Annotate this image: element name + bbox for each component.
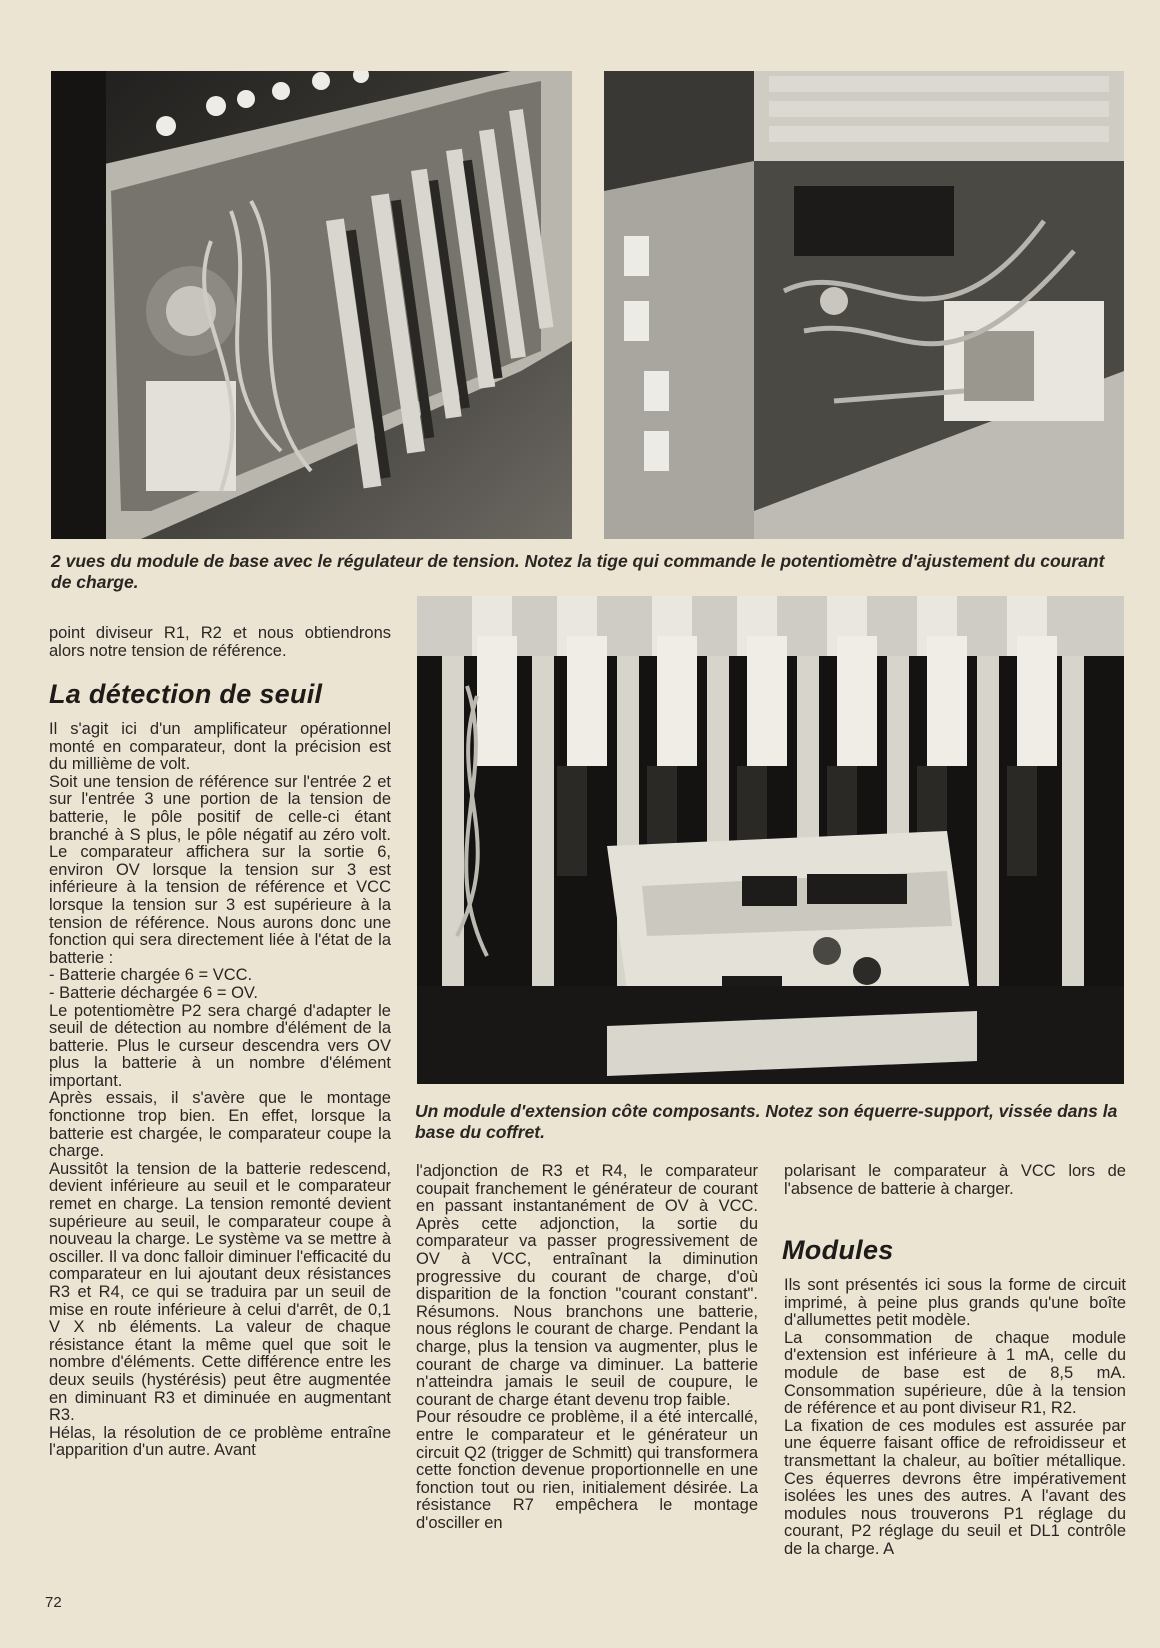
modules-paragraph: La fixation de ces modules est assurée par une équerre faisant office de refroidisseur et transmettant la chaleur, au boîtier métallique. Ces équerres devrons être impérativement isolées les unes des autres. A l'avant des modules nous trouverons P1 réglage du courant, P2 réglage du seuil et DL1 contrôle de la charge. A xyxy=(784,1416,1126,1558)
intro-paragraph: point diviseur R1, R2 et nous obtiendrons alors notre tension de référence. xyxy=(49,624,391,660)
photo-module-base-left xyxy=(51,71,572,539)
photo-module-base-right xyxy=(604,71,1124,539)
heading-detection-de-seuil: La détection de seuil xyxy=(49,679,323,709)
seuil-section-text xyxy=(49,721,391,1460)
modules-section-text xyxy=(784,1277,1126,1559)
column-3 xyxy=(784,1163,1126,1198)
caption-extension-module: Un module d'extension côte composants. Notez son équerre-support, vissée dans la base du coffret. xyxy=(415,1101,1118,1142)
seuil-paragraph: Le potentiomètre P2 sera chargé d'adapter le seuil de détection au nombre d'élément de la batterie. Plus le curseur descendra vers OV plus la batterie à un nombre d'élément important. xyxy=(49,1001,391,1090)
seuil-paragraph: Il s'agit ici d'un amplificateur opérationnel monté en comparateur, dont la précision est du millième de volt. xyxy=(49,720,391,774)
photo-extension-module xyxy=(417,596,1124,1084)
modules-paragraph: Ils sont présentés ici sous la forme de circuit imprimé, à peine plus grands qu'une boîte d'allumettes petit modèle. xyxy=(784,1276,1126,1330)
seuil-paragraph: Hélas, la résolution de ce problème entraîne l'apparition d'un autre. Avant xyxy=(49,1423,391,1460)
col3-intro-paragraph: polarisant le comparateur à VCC lors de l'absence de batterie à charger. xyxy=(784,1162,1126,1198)
col2-paragraph: Pour résoudre ce problème, il a été intercallé, entre le comparateur et le générateur un circuit Q2 (trigger de Schmitt) qui transformera cette fonction devenue proportionnelle en une fonction tout ou rien, initialement désirée. La résistance R7 empêchera le montage d'osciller en xyxy=(416,1408,758,1532)
modules-paragraph: La consommation de chaque module d'extension est inférieure à 1 mA, celle du module de base est de 8,5 mA. Consommation supérieure, dûe à la tension de référence et au pont diviseur R1, R2. xyxy=(784,1328,1126,1418)
seuil-paragraph: Après essais, il s'avère que le montage fonctionne trop bien. En effet, lorsque la batterie est chargée, le comparateur coupe la charge. xyxy=(49,1089,391,1161)
column-2 xyxy=(416,1163,758,1532)
heading-modules: Modules xyxy=(782,1235,894,1265)
page-number: 72 xyxy=(45,1594,62,1611)
col2-paragraph: l'adjonction de R3 et R4, le comparateur coupait franchement le générateur de courant en passant instantanément de OV à VCC. Après cette adjonction, la sortie du comparateur va passer progressivement de OV à VCC, entraînant la diminution progressive du courant de charge, d'où disparition de la fonction "courant constant". Résumons. Nous branchons une batterie, nous réglons le courant de charge. Pendant la charge, plus la tension va augmenter, plus le courant de charge va diminuer. La batterie n'atteindra jamais le seuil de coupure, le courant de charge étant devenu trop faible. xyxy=(416,1162,758,1409)
caption-base-module: 2 vues du module de base avec le régulateur de tension. Notez la tige qui commande le potentiomètre d'ajustement du courant de charge. xyxy=(51,551,1105,592)
seuil-list-item: - Batterie déchargée 6 = OV. xyxy=(49,983,258,1002)
seuil-list-item: - Batterie chargée 6 = VCC. xyxy=(49,966,253,985)
seuil-paragraph: Aussitôt la tension de la batterie redescend, devient inférieure au seuil et le comparateur remet en charge. La tension remonté devient supérieure au seuil, le comparateur coupe à nouveau la charge. Le système va se mettre à osciller. Il va donc falloir diminuer l'efficacité du comparateur en lui ajoutant deux résistances R3 et R4, ce qui se traduira par un seuil de mise en route inférieure à celui d'arrêt, de 0,1 V X nb éléments. La valeur de chaque résistance étant la même quel que soit le nombre d'éléments. Cette différence entre les deux seuils (hystérésis) peut être augmentée en diminuant R3 et diminuée en augmentant R3. xyxy=(49,1159,391,1425)
seuil-paragraph: Soit une tension de référence sur l'entrée 2 et sur l'entrée 3 une portion de la tension de batterie, le pôle positif de celle-ci étant branché à S plus, le pôle négatif au zéro volt. Le comparateur affichera sur la sortie 6, environ OV lorsque la tension sur 3 est inférieure à la tension de référence et VCC lorsque la tension sur 3 est supérieure à la tension de référence. Nous aurons donc une fonction qui sera directement liée à l'état de la batterie : xyxy=(49,772,391,967)
column-1 xyxy=(49,625,391,660)
